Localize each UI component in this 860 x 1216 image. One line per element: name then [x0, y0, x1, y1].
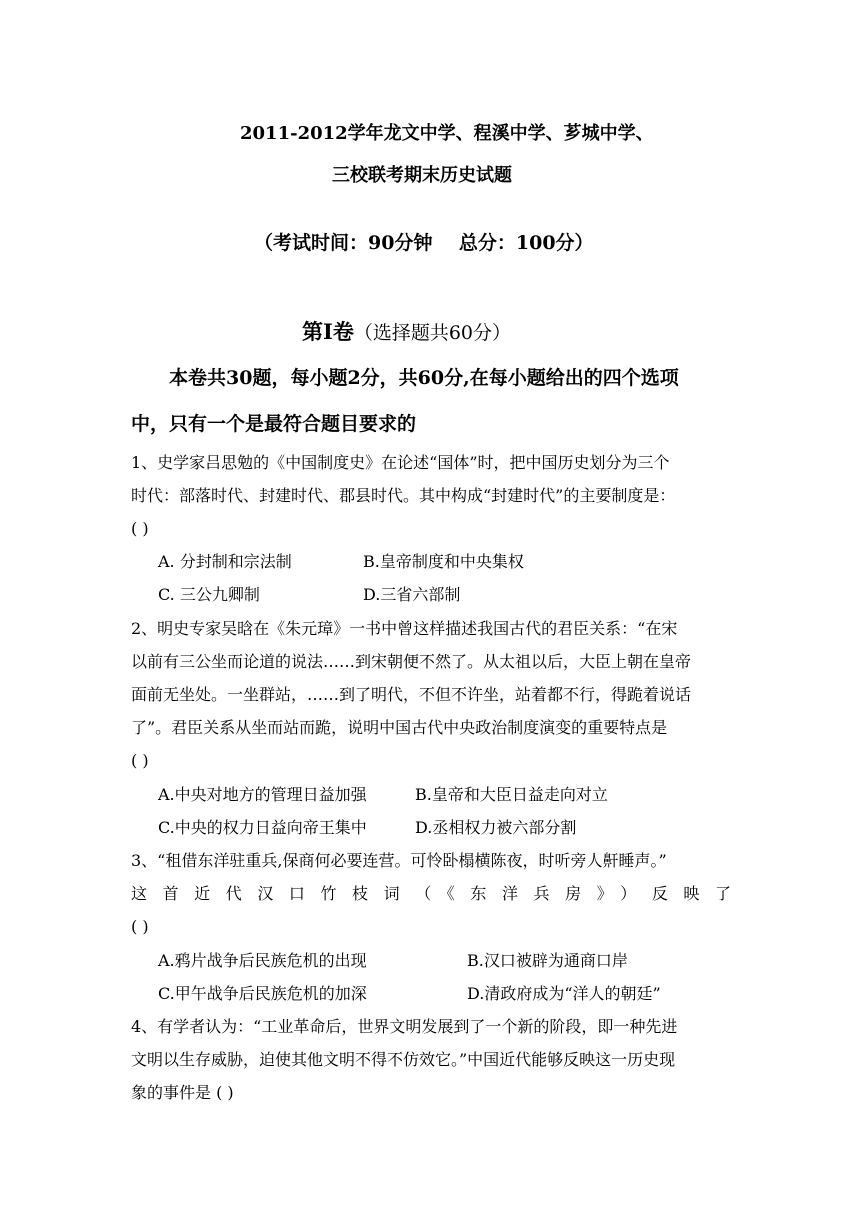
question-2-text-line: 2、明史专家吴晗在《朱元璋》一书中曾这样描述我国古代的君臣关系：“在宋: [131, 619, 678, 638]
section-instructions-line-1: 本卷共30题，每小题2分，共60分,在每小题给出的四个选项: [169, 367, 679, 389]
question-3-option-d: D.清政府成为“洋人的朝廷”: [467, 984, 661, 1003]
question-3-option-b: B.汉口被辟为通商口岸: [467, 951, 628, 970]
question-4-text-line: 象的事件是 ( ): [131, 1083, 234, 1102]
question-4-text-line: 4、有学者认为：“工业革命后，世界文明发展到了一个新的阶段，即一种先进: [131, 1017, 678, 1036]
question-1-text-line: 1、史学家吕思勉的《中国制度史》在论述“国体”时，把中国历史划分为三个: [131, 453, 670, 472]
question-3-text-line: 这首近代汉口竹枝词（《东洋兵房》）反映了: [131, 884, 731, 903]
question-1-answer-blank: ( ): [131, 519, 149, 538]
question-1-text-line: 时代：部落时代、封建时代、郡县时代。其中构成“封建时代”的主要制度是：: [131, 486, 676, 505]
exam-title-line-1: 2011-2012学年龙文中学、程溪中学、芗城中学、: [240, 123, 654, 144]
question-3-answer-blank: ( ): [131, 917, 149, 936]
question-2-option-c: C.中央的权力日益向帝王集中: [158, 818, 367, 837]
question-1-option-a: A. 分封制和宗法制: [158, 552, 292, 571]
question-1-option-b: B.皇帝制度和中央集权: [363, 552, 524, 571]
question-4-text-line: 文明以生存威胁，迫使其他文明不得不仿效它。”中国近代能够反映这一历史现: [131, 1050, 676, 1069]
question-2-text-line: 了”。君臣关系从坐而站而跪，说明中国古代中央政治制度演变的重要特点是: [131, 718, 668, 737]
exam-title-line-2: 三校联考期末历史试题: [332, 165, 512, 186]
question-1-option-c: C. 三公九卿制: [158, 585, 260, 604]
question-3-option-c: C.甲午战争后民族危机的加深: [158, 984, 367, 1003]
question-2-text-line: 面前无坐处。一坐群站，……到了明代，不但不许坐，站着都不行，得跪着说话: [131, 685, 692, 704]
section-instructions-line-2: 中，只有一个是最符合题目要求的: [131, 413, 417, 435]
section-label: 第Ⅰ卷: [302, 319, 354, 344]
question-3-option-a: A.鸦片战争后民族危机的出现: [158, 951, 367, 970]
section-subtitle: （选择题共60分）: [353, 322, 512, 344]
question-2-answer-blank: ( ): [131, 751, 149, 770]
question-2-option-d: D.丞相权力被六部分割: [415, 818, 577, 837]
exam-time-and-score: （考试时间：90分钟 总分：100分）: [254, 232, 594, 254]
section-heading: [302, 316, 511, 346]
question-1-option-d: D.三省六部制: [363, 585, 461, 604]
question-3-text-line: 3、“租借东洋驻重兵,保商何必要连营。可怜卧榻横陈夜，时听旁人鼾睡声。”: [131, 851, 667, 870]
question-2-text-line: 以前有三公坐而论道的说法……到宋朝便不然了。从太祖以后，大臣上朝在皇帝: [131, 652, 692, 671]
question-2-option-a: A.中央对地方的管理日益加强: [158, 785, 367, 804]
question-2-option-b: B.皇帝和大臣日益走向对立: [415, 785, 608, 804]
